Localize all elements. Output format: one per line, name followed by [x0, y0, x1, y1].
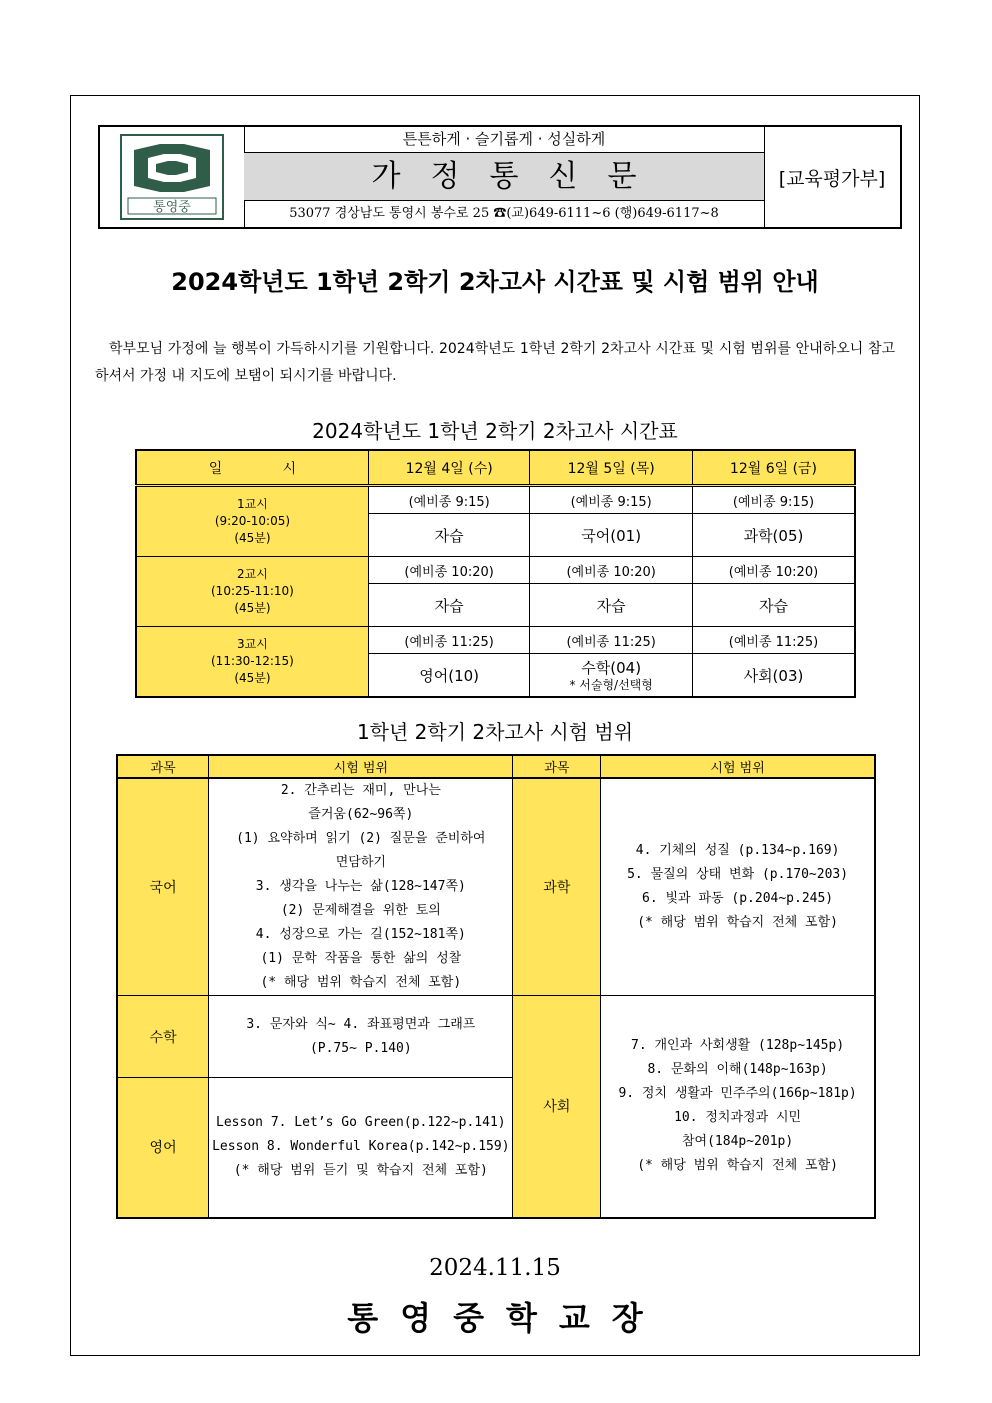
header-range: 시험 범위 [209, 755, 513, 778]
bell-time: (예비종 10:20) [692, 557, 855, 584]
subject-english: 영어 [117, 1078, 209, 1218]
exam-subject: 수학(04) * 서술형/선택형 [530, 654, 693, 698]
header-day: 일 시 [136, 450, 368, 486]
exam-subject: 사회(03) [692, 654, 855, 698]
exam-format-note: * 서술형/선택형 [569, 678, 653, 692]
header-date-2: 12월 5일 (목) [530, 450, 693, 486]
schedule-table [135, 449, 856, 698]
bell-time: (예비종 11:25) [692, 627, 855, 654]
range-korean: 2. 간추리는 재미, 만나는 즐거움(62~96쪽) (1) 요약하며 읽기 (2) 질문을 준비하여 면담하기 3. 생각을 나누는 삶(128~147쪽) (2) 문제해결을 위한 토의 4. 성장으로 가는 길(152~181쪽) (1) 문학 작품을 통한 삶의 성찰 (* 해당 범위 학습지 전체 포함) [209, 778, 513, 996]
page-title: 2024학년도 1학년 2학기 2차고사 시간표 및 시험 범위 안내 [171, 268, 819, 296]
schedule-title: 2024학년도 1학년 2학기 2차고사 시간표 [312, 419, 678, 443]
school-logo [100, 127, 245, 227]
subject-math: 수학 [117, 996, 209, 1078]
header-subject: 과목 [513, 755, 601, 778]
header-subject: 과목 [117, 755, 209, 778]
range-science: 4. 기체의 성질 (p.134~p.169) 5. 물질의 상태 변화 (p.170~203) 6. 빛과 파동 (p.204~p.245) (* 해당 범위 학습지 전체 포함) [601, 778, 875, 996]
bell-time: (예비종 9:15) [530, 486, 693, 514]
newsletter-title: 가정통신문 [244, 153, 764, 201]
department-label: [교육평가부] [778, 167, 886, 190]
school-address: 53077 경상남도 통영시 봉수로 25 ☎(교)649-6111~6 (행)649-6117~8 [289, 206, 719, 221]
bell-time: (예비종 9:15) [692, 486, 855, 514]
range-social: 7. 개인과 사회생활 (128p~145p) 8. 문화의 이해(148p~163p) 9. 정치 생활과 민주주의(166p~181p) 10. 정치과정과 시민 참여(184p~201p) (* 해당 범위 학습지 전체 포함) [601, 996, 875, 1218]
exam-subject: 자습 [530, 584, 693, 627]
bell-time: (예비종 11:25) [368, 627, 530, 654]
exam-subject: 국어(01) [530, 514, 693, 557]
subject-social: 사회 [513, 996, 601, 1218]
period-3-cell: 3교시 (11:30-12:15) (45분) [136, 627, 368, 698]
intro-paragraph: 학부모님 가정에 늘 행복이 가득하시기를 기원합니다. 2024학년도 1학년 2학기 2차고사 시간표 및 시험 범위를 안내하오니 참고하셔서 가정 내 지도에 보탬이 되시기를 바랍니다. [95, 341, 895, 384]
range-table [116, 754, 876, 1219]
school-logo-icon [120, 134, 224, 220]
schedule-header-row [136, 450, 855, 486]
principal-signature: 통영중학교장 [347, 1299, 665, 1337]
subject-korean: 국어 [117, 778, 209, 996]
logo-text: 통영중 [153, 200, 191, 215]
header-range: 시험 범위 [601, 755, 875, 778]
range-row [117, 778, 875, 996]
exam-subject: 자습 [368, 514, 530, 557]
schedule-row [136, 486, 855, 514]
issue-date: 2024.11.15 [429, 1255, 561, 1281]
bell-time: (예비종 10:20) [368, 557, 530, 584]
range-title: 1학년 2학기 2차고사 시험 범위 [356, 720, 634, 744]
range-header-row [117, 755, 875, 778]
schedule-row [136, 627, 855, 654]
period-2-cell: 2교시 (10:25-11:10) (45분) [136, 557, 368, 627]
bell-time: (예비종 11:25) [530, 627, 693, 654]
exam-subject: 영어(10) [368, 654, 530, 698]
range-english: Lesson 7. Let’s Go Green(p.122~p.141) Lesson 8. Wonderful Korea(p.142~p.159) (* 해당 범위 듣기 및 학습지 전체 포함) [209, 1078, 513, 1218]
bell-time: (예비종 9:15) [368, 486, 530, 514]
period-1-cell: 1교시 (9:20-10:05) (45분) [136, 486, 368, 557]
letterhead [98, 125, 902, 229]
range-row [117, 996, 875, 1078]
subject-science: 과학 [513, 778, 601, 996]
header-date-3: 12월 6일 (금) [692, 450, 855, 486]
bell-time: (예비종 10:20) [530, 557, 693, 584]
header-date-1: 12월 4일 (수) [368, 450, 530, 486]
range-math: 3. 문자와 식~ 4. 좌표평면과 그래프 (P.75~ P.140) [209, 996, 513, 1078]
exam-subject: 과학(05) [692, 514, 855, 557]
exam-subject: 자습 [368, 584, 530, 627]
school-motto: 튼튼하게 · 슬기롭게 · 성실하게 [244, 127, 764, 153]
exam-subject: 자습 [692, 584, 855, 627]
schedule-row [136, 557, 855, 584]
